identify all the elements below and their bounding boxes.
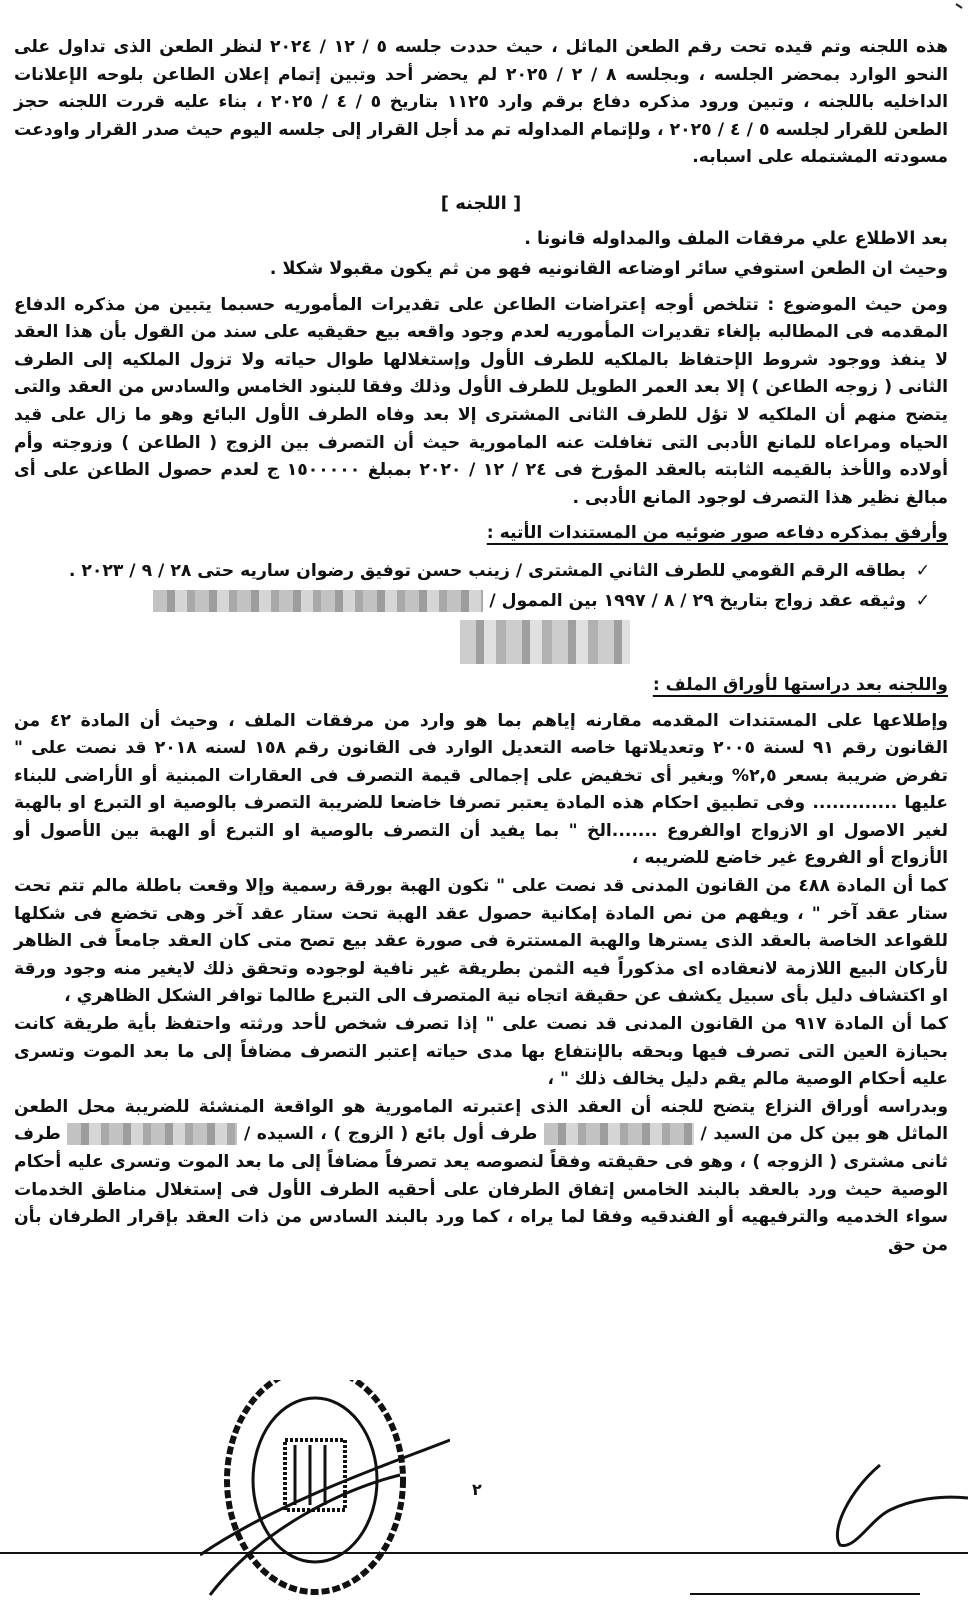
- study-paragraph: كما أن المادة ٤٨٨ من القانون المدنى قد نصت على " تكون الهبة بورقة رسمية وإلا وقعت باطلة مالم تتم تحت ستار عقد آخر " ، ويفهم من نص المادة إمكانية حصول عقد الهبة تحت ستار عقد آخر وهى تخضع فى شكلها للقواعد الخاصة بالعقد الذى يسترها والهبة المستترة فى صورة عقد بيع تصح متى كان العقد جامعاً فى الظاهر لأركان البيع اللازمة لانعقاده اى مذكوراً فيه الثمن بطريقة غير نافية لوجوده وتحقق ذلك لايغير منه وجود ورقة او اكتشاف دليل بأى سبيل يكشف عن حقيقة اتجاه نية المتصرف الى التبرع طالما توافر الشكل الظاهري ،: [14, 876, 948, 1007]
- study-paragraph: كما أن المادة ٩١٧ من القانون المدنى قد نصت على " إذا تصرف شخص لأحد ورثته واحتفظ بأية طريقة كانت بحيازة العين التى تصرف فيها وبحقه بالإنتفاع بها مدى حياته إعتبر التصرف مضافاً إلى ما بعد الموت وتسرى عليه أحكام الوصية مالم يقم دليل يخالف ذلك " ،: [14, 1014, 948, 1090]
- attachment-item: [14, 586, 930, 664]
- redacted-name-block: [67, 1123, 237, 1145]
- buyer-description: طرف ثانى مشترى ( الزوجه ) ، وهو فى حقيقته وفقاً لنصوصه يعد تصرفاً مضافاً إلى ما بعد الموت وتسرى عليه أحكام الوصية حيث ورد بالعقد بالبند الخامس إتفاق الطرفان على أحقيه الطرف الأول فى إستغلال مناطق الخدمات سواء الخدميه والترفيهيه أو الفندقيه وفقا لما يراه ، كما ورد بالبند السادس من ذات العقد بإقرار الطرفان بأن من حق: [14, 1124, 948, 1255]
- attachment-text: بطاقه الرقم القومي للطرف الثاني المشترى / زينب حسن توفيق رضوان ساريه حتى ٢٨ / ٩ / ٢٠٢٣ .: [68, 560, 906, 581]
- attachments-list: [14, 556, 948, 664]
- official-stamp-icon: [200, 1380, 450, 1600]
- check-icon: ✓: [915, 560, 930, 581]
- study-paragraph: وإطلاعها على المستندات المقدمه مقارنه إياهم بما هو وارد من مرفقات الملف ، وحيث أن المادة ٤٢ من القانون رقم ٩١ لسنة ٢٠٠٥ وتعديلاتها خاصه التعديل الوارد فى القانون رقم ١٥٨ لسنه ٢٠١٨ قد نصت على " تفرض ضريبة بسعر ٢,٥% وبغير أى تخفيض على إجمالى قيمة التصرف فى العقارات المبنية أو الأراضى للبناء عليها ............. وفى تطبيق احكام هذه المادة يعتبر تصرفا خاضعا للضريبة التصرف بالوصية او التبرع او بالهبة لغير الاصول او الازواج اوالفروع .......الخ " بما يفيد أن التصرف بالوصية او التبرع أو الهبة بين الأصول أو الأزواج أو الفروع غير خاضع للضريبه ،: [14, 710, 949, 869]
- after-review-line: بعد الاطلاع علي مرفقات الملف والمداوله قانونا .: [524, 228, 948, 249]
- page-number: ٢: [472, 1480, 482, 1499]
- parties-intro: وبدراسه أوراق النزاع يتضح للجنه أن العقد الذى إعتبرته المامورية هو الواقعة المنشئة للضريبة محل الطعن الماثل هو بين كل من السيد /: [14, 1096, 949, 1145]
- attachment-text: وثيقه عقد زواج بتاريخ ٢٩ / ٨ / ١٩٩٧ بين الممول /: [489, 590, 906, 611]
- signature-icon: [810, 1460, 968, 1550]
- seller-description: طرف أول بائع ( الزوج ) ، السيده /: [243, 1124, 538, 1145]
- scan-corner-mark: [954, 2, 964, 16]
- document-body: [14, 34, 948, 1259]
- redacted-name-block: [153, 590, 483, 612]
- study-heading: واللجنه بعد دراستها لأوراق الملف :: [652, 674, 948, 695]
- committee-heading: [ اللجنه ]: [440, 192, 522, 214]
- subject-paragraph: ومن حيث الموضوع : تتلخص أوجه إعتراضات الطاعن على تقديرات المأموريه حسبما يتبين من مذكره الدفاع المقدمه فى المطالبه بإلغاء تقديرات المأموريه لعدم وجود واقعه بيع حقيقيه على سند من القول بأن هذا العقد لا ينفذ ووجود شروط الإحتفاظ بالملكيه للطرف الأول وإستغلالها طوال حياته ولا تزول الملكيه إلى الطرف الثانى ( زوجه الطاعن ) إلا بعد العمر الطويل للطرف الأول وذلك وفقا للبنود الخامس والسادس من العقد والتى يتضح منهم أن الملكيه لا تؤل للطرف الثانى المشترى إلا بعد وفاه الطرف الأول البائع وهو ما زال على قيد الحياه ومراعاه للمانع الأدبى التى تغافلت عنه المامورية حيث أن التصرف بين الزوج ( الطاعن ) وزوجته وأم أولاده والأخذ بالقيمه الثابته بالعقد المؤرخ فى ٢٤ / ١٢ / ٢٠٢٠ بمبلغ ١٥٠٠٠٠٠ ج لعدم حصول الطاعن على أى مبالغ نظير هذا التصرف لوجود المانع الأدبى .: [14, 294, 948, 508]
- check-icon: ✓: [915, 590, 930, 611]
- attachments-heading: وأرفق بمذكره دفاعه صور ضوئيه من المستندات الأتيه :: [486, 523, 948, 544]
- form-acceptance-line: وحيث ان الطعن استوفي سائر اوضاعه القانونيه فهو من ثم يكون مقبولا شكلا .: [269, 258, 948, 279]
- study-paragraph-parties: [14, 1094, 948, 1260]
- horizontal-rule: [0, 1552, 968, 1554]
- redacted-name-block: [460, 620, 630, 664]
- attachment-item: [14, 556, 930, 586]
- redacted-name-block: [544, 1123, 694, 1145]
- intro-paragraph: هذه اللجنه وتم قيده تحت رقم الطعن الماثل ، حيث حددت جلسه ٥ / ١٢ / ٢٠٢٤ لنظر الطعن الذى تداول على النحو الوارد بمحضر الجلسه ، وبجلسه ٨ / ٢ / ٢٠٢٥ لم يحضر أحد وتبين إتمام إعلان الطاعن بلوحه الإعلانات الداخليه باللجنه ، وتبين ورود مذكره دفاع برقم وارد ١١٢٥ بتاريخ ٥ / ٤ / ٢٠٢٥ ، بناء عليه قررت اللجنه حجز الطعن للقرار لجلسه ٥ / ٤ / ٢٠٢٥ ، ولإتمام المداوله تم مد أجل القرار إلى جلسه اليوم حيث صدر القرار واودعت مسودته المشتمله على اسبابه.: [14, 37, 949, 168]
- footer-box: [690, 1593, 920, 1602]
